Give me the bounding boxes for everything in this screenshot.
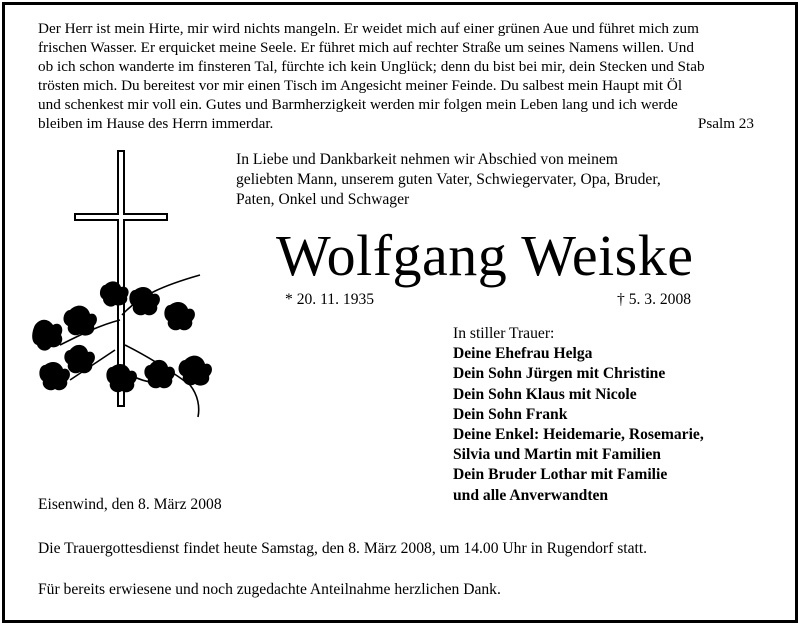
psalm-line: und schenkest mir voll ein. Gutes und Barmherzigkeit werden mir folgen mein Leben lang und ich werde — [38, 96, 678, 113]
mourner-entry: Dein Sohn Jürgen mit Christine — [453, 365, 666, 383]
service-notice: Die Trauergottesdienst findet heute Samstag, den 8. März 2008, um 14.00 Uhr in Rugendorf statt. — [38, 540, 648, 557]
death-date: † 5. 3. 2008 — [617, 291, 692, 308]
cross-with-ivy-icon — [30, 145, 230, 435]
intro-line: geliebten Mann, unserem guten Vater, Schwiegervater, Opa, Bruder, — [236, 171, 661, 188]
mourners-list — [453, 324, 773, 506]
mourner-entry: und alle Anverwandten — [453, 486, 609, 504]
farewell-intro — [236, 150, 756, 210]
birth-date: * 20. 11. 1935 — [285, 291, 375, 308]
psalm-line: frischen Wasser. Er erquicket meine Seele. Er führet mich auf rechter Straße um seines Namens willen. Und — [38, 39, 694, 56]
mourner-entry: Dein Sohn Frank — [453, 405, 568, 423]
psalm-line: trösten mich. Du bereitest vor mir einen Tisch im Angesicht meiner Feinde. Du salbest mein Haupt mit Öl — [38, 77, 683, 94]
mourners-heading: In stiller Trauer: — [453, 325, 555, 342]
place-date: Eisenwind, den 8. März 2008 — [38, 496, 222, 513]
psalm-last-line — [38, 114, 754, 133]
psalm-line: ob ich schon wanderte im finsteren Tal, fürchte ich kein Unglück; denn du bist bei mir, dein Stecken und Stab — [38, 58, 705, 75]
deceased-name: Wolfgang Weiske — [276, 223, 694, 288]
thanks-note: Für bereits erwiesene und noch zugedachte Anteilnahme herzlichen Dank. — [38, 581, 501, 598]
intro-line: Paten, Onkel und Schwager — [236, 191, 410, 208]
psalm-reference: Psalm 23 — [697, 115, 754, 132]
psalm-line: bleiben im Hause des Herrn immerdar. — [38, 115, 274, 132]
intro-line: In Liebe und Dankbarkeit nehmen wir Abschied von meinem — [236, 151, 618, 168]
mourner-entry: Dein Sohn Klaus mit Nicole — [453, 385, 637, 403]
mourner-entry: Deine Ehefrau Helga — [453, 345, 593, 363]
psalm-line: Der Herr ist mein Hirte, mir wird nichts mangeln. Er weidet mich auf einer grünen Aue und führet mich zum — [38, 20, 699, 37]
mourner-entry: Deine Enkel: Heidemarie, Rosemarie, — [453, 426, 704, 444]
mourner-entry: Dein Bruder Lothar mit Familie — [453, 466, 668, 484]
psalm-text — [38, 19, 754, 133]
mourner-entry: Silvia und Martin mit Familien — [453, 446, 661, 464]
